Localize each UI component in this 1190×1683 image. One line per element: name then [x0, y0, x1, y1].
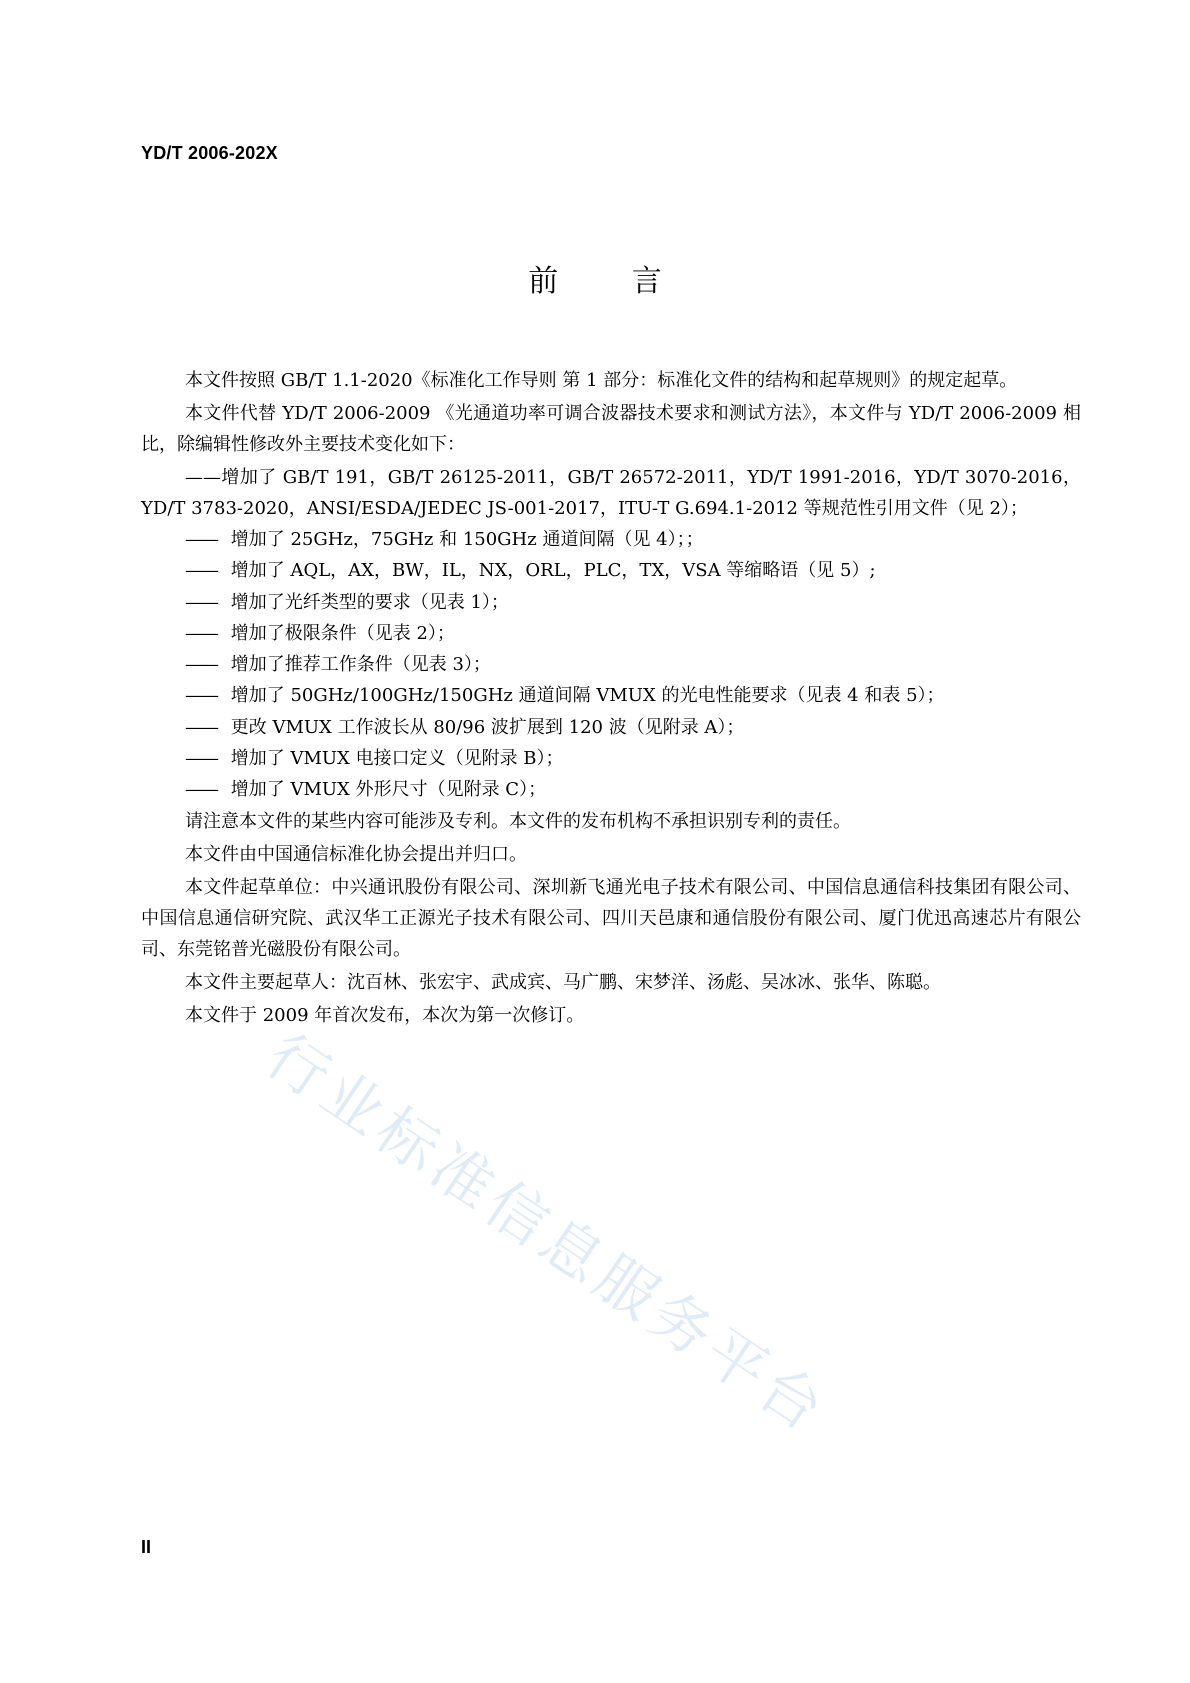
- dash-bullet: ——: [185, 779, 217, 801]
- list-item-text: 更改 VMUX 工作波长从 80/96 波扩展到 120 波（见附录 A）；: [230, 716, 745, 738]
- dash-bullet: ——: [185, 716, 217, 738]
- list-item: [141, 649, 1081, 680]
- dash-bullet: ——: [185, 654, 217, 676]
- change-list: [141, 524, 1081, 806]
- paragraph-drafting-basis: 本文件按照 GB/T 1.1-2020《标准化工作导则 第 1 部分：标准化文件的结构和起草规则》的规定起草。: [185, 370, 1018, 391]
- list-item: [141, 618, 1081, 649]
- list-item: [141, 680, 1081, 711]
- list-item: [141, 587, 1081, 618]
- foreword-body: [141, 365, 1081, 1031]
- paragraph-replacement: 本文件代替 YD/T 2006-2009 《光通道功率可调合波器技术要求和测试方法》，本文件与 YD/T 2006-2009 相比，除编辑性修改外主要技术变化如下：: [141, 403, 1081, 455]
- list-item: [141, 555, 1081, 586]
- list-item-text: 增加了极限条件（见表 2）；: [230, 622, 455, 644]
- list-item-text: 增加了推荐工作条件（见表 3）；: [230, 654, 491, 676]
- paragraph-patent-notice: 请注意本文件的某些内容可能涉及专利。本文件的发布机构不承担识别专利的责任。: [185, 810, 851, 832]
- list-item-text: 增加了 AQL，AX，BW，IL，NX，ORL，PLC，TX，VSA 等缩略语（见 5）;: [230, 560, 876, 582]
- list-item-text: 增加了光纤类型的要求（见表 1）；: [230, 591, 509, 613]
- paragraph-drafters: 本文件主要起草人：沈百林、张宏宇、武成宾、马广鹏、宋梦洋、汤彪、吴冰冰、张华、陈聪。: [185, 971, 941, 993]
- paragraph-publication-history: 本文件于 2009 年首次发布，本次为第一次修订。: [185, 1004, 585, 1026]
- dash-bullet: ——: [185, 591, 217, 613]
- list-item: [141, 712, 1081, 743]
- paragraph-drafting-units: 本文件起草单位：中兴通讯股份有限公司、深圳新飞通光电子技术有限公司、中国信息通信科技集团有限公司、中国信息通信研究院、武汉华工正源光子技术有限公司、四川天邑康和通信股份有限公司、厦门优迅高速芯片有限公司、东莞铭普光磁股份有限公司。: [141, 876, 1081, 960]
- paragraph-normative-references: ——增加了 GB/T 191，GB/T 26125-2011，GB/T 26572-2011，YD/T 1991-2016，YD/T 3070-2016，YD/T 3783-2020，ANSI/ESDA/JEDEC JS-001-2017，ITU-T G.694.1-2012 等规范性引用文件（见 2）；: [141, 467, 1081, 519]
- list-item: [141, 774, 1081, 805]
- list-item-text: 增加了 VMUX 电接口定义（见附录 B）；: [230, 748, 564, 770]
- list-item: [141, 743, 1081, 774]
- page-number: II: [141, 1537, 152, 1557]
- dash-bullet: ——: [185, 622, 217, 644]
- dash-bullet: ——: [185, 748, 217, 770]
- list-item: [141, 524, 1081, 555]
- dash-bullet: ——: [185, 560, 217, 582]
- paragraph-proposer: 本文件由中国通信标准化协会提出并归口。: [185, 843, 527, 865]
- page-title: 前 言: [528, 264, 694, 299]
- list-item-text: 增加了 VMUX 外形尺寸（见附录 C）；: [230, 779, 547, 801]
- document-code: YD/T 2006-202X: [141, 143, 278, 163]
- dash-bullet: ——: [185, 529, 217, 550]
- list-item-text: 增加了 50GHz/100GHz/150GHz 通道间隔 VMUX 的光电性能要求（见表 4 和表 5）；: [230, 685, 945, 707]
- dash-bullet: ——: [185, 685, 217, 707]
- watermark: 行业标准信息服务平台: [253, 1020, 840, 1448]
- list-item-text: 增加了 25GHz，75GHz 和 150GHz 通道间隔（见 4）；；: [230, 529, 704, 550]
